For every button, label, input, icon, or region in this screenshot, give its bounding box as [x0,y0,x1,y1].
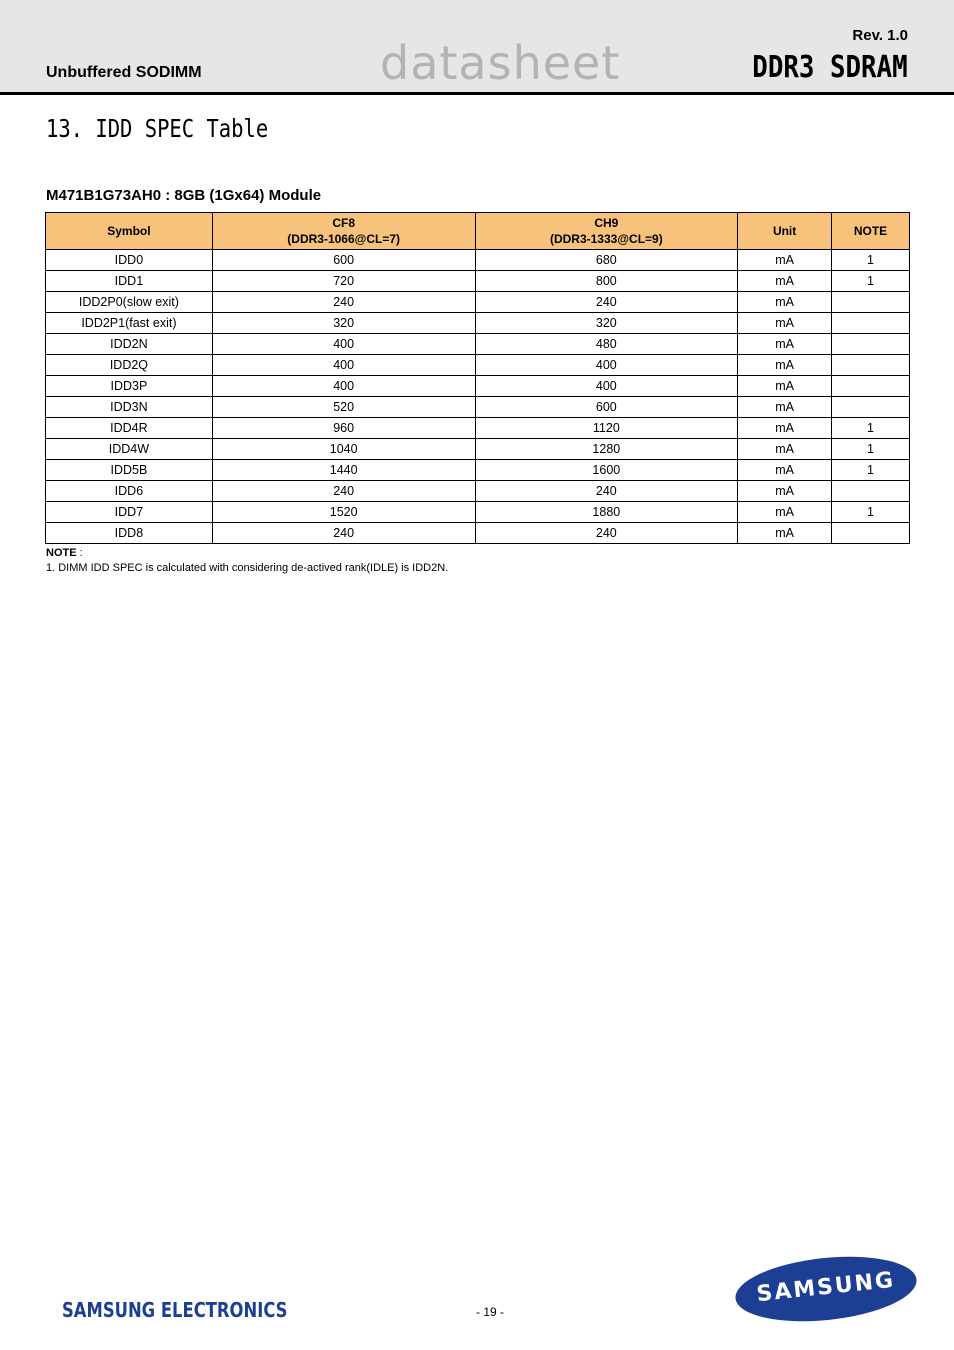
datasheet-watermark: datasheet [380,36,621,90]
cell-ch9: 240 [475,481,738,502]
cell-note [832,355,910,376]
header-cf8 [212,213,475,250]
cell-symbol: IDD4W [46,439,213,460]
cell-note [832,313,910,334]
cell-note [832,523,910,544]
revision-label: Rev. 1.0 [852,27,908,44]
product-type-label: Unbuffered SODIMM [46,64,202,81]
cell-ch9: 1600 [475,460,738,481]
cell-cf8: 600 [212,250,475,271]
cell-note [832,292,910,313]
cell-symbol: IDD5B [46,460,213,481]
header-cf8-name: CF8 [332,216,355,230]
cell-ch9: 400 [475,376,738,397]
cell-ch9: 480 [475,334,738,355]
table-row [46,313,910,334]
cell-cf8: 1440 [212,460,475,481]
cell-symbol: IDD2Q [46,355,213,376]
table-row [46,334,910,355]
cell-cf8: 240 [212,523,475,544]
table-row [46,439,910,460]
cell-symbol: IDD4R [46,418,213,439]
cell-ch9: 240 [475,523,738,544]
cell-cf8: 400 [212,355,475,376]
cell-cf8: 1040 [212,439,475,460]
page-number: - 19 - [476,1305,505,1319]
header-ch9 [475,213,738,250]
cell-unit: mA [738,481,832,502]
cell-symbol: IDD1 [46,271,213,292]
cell-unit: mA [738,250,832,271]
product-family-title: DDR3 SDRAM [752,50,908,85]
table-row [46,271,910,292]
cell-unit: mA [738,460,832,481]
cell-note: 1 [832,502,910,523]
cell-unit: mA [738,397,832,418]
cell-unit: mA [738,523,832,544]
cell-note: 1 [832,418,910,439]
header-ch9-speed: (DDR3-1333@CL=9) [549,232,663,246]
cell-symbol: IDD7 [46,502,213,523]
cell-cf8: 240 [212,292,475,313]
table-row [46,523,910,544]
table-row [46,502,910,523]
cell-cf8: 400 [212,334,475,355]
cell-cf8: 960 [212,418,475,439]
cell-symbol: IDD0 [46,250,213,271]
cell-symbol: IDD3P [46,376,213,397]
cell-cf8: 1520 [212,502,475,523]
cell-note [832,376,910,397]
footer-brand: SAMSUNG ELECTRONICS [62,1298,288,1322]
cell-unit: mA [738,502,832,523]
cell-ch9: 800 [475,271,738,292]
header-note: NOTE [832,213,910,250]
cell-symbol: IDD2P0(slow exit) [46,292,213,313]
samsung-logo-text: SAMSUNG [755,1267,897,1308]
table-row [46,376,910,397]
cell-ch9: 600 [475,397,738,418]
cell-ch9: 240 [475,292,738,313]
header-unit: Unit [738,213,832,250]
idd-spec-table [45,212,910,544]
table-row [46,250,910,271]
notes-label: NOTE [46,547,77,559]
table-row [46,460,910,481]
cell-symbol: IDD3N [46,397,213,418]
cell-cf8: 720 [212,271,475,292]
cell-ch9: 400 [475,355,738,376]
cell-symbol: IDD2P1(fast exit) [46,313,213,334]
module-title: M471B1G73AH0 : 8GB (1Gx64) Module [46,187,322,204]
header-symbol: Symbol [46,213,213,250]
cell-cf8: 400 [212,376,475,397]
section-title: 13. IDD SPEC Table [46,114,269,143]
cell-symbol: IDD6 [46,481,213,502]
table-body [46,250,910,544]
cell-ch9: 1880 [475,502,738,523]
cell-ch9: 1280 [475,439,738,460]
cell-note [832,397,910,418]
cell-unit: mA [738,376,832,397]
cell-unit: mA [738,418,832,439]
cell-note: 1 [832,271,910,292]
table-row [46,292,910,313]
table-row [46,481,910,502]
note-item: 1. DIMM IDD SPEC is calculated with considering de-actived rank(IDLE) is IDD2N. [46,562,449,574]
cell-note: 1 [832,439,910,460]
cell-unit: mA [738,271,832,292]
table-header-row [46,213,910,250]
cell-ch9: 680 [475,250,738,271]
table-row [46,418,910,439]
cell-unit: mA [738,334,832,355]
header-cf8-speed: (DDR3-1066@CL=7) [287,232,401,246]
cell-note: 1 [832,250,910,271]
cell-cf8: 520 [212,397,475,418]
cell-cf8: 240 [212,481,475,502]
cell-unit: mA [738,292,832,313]
cell-note [832,481,910,502]
samsung-logo [732,1249,919,1330]
cell-unit: mA [738,355,832,376]
table-row [46,397,910,418]
cell-cf8: 320 [212,313,475,334]
notes-separator: : [76,547,83,559]
cell-ch9: 1120 [475,418,738,439]
header-ch9-name: CH9 [594,216,619,230]
page-header [0,0,954,95]
notes-section [46,546,448,576]
cell-unit: mA [738,313,832,334]
cell-symbol: IDD2N [46,334,213,355]
cell-note: 1 [832,460,910,481]
cell-symbol: IDD8 [46,523,213,544]
cell-note [832,334,910,355]
cell-unit: mA [738,439,832,460]
notes-heading [46,546,448,561]
table-row [46,355,910,376]
cell-ch9: 320 [475,313,738,334]
